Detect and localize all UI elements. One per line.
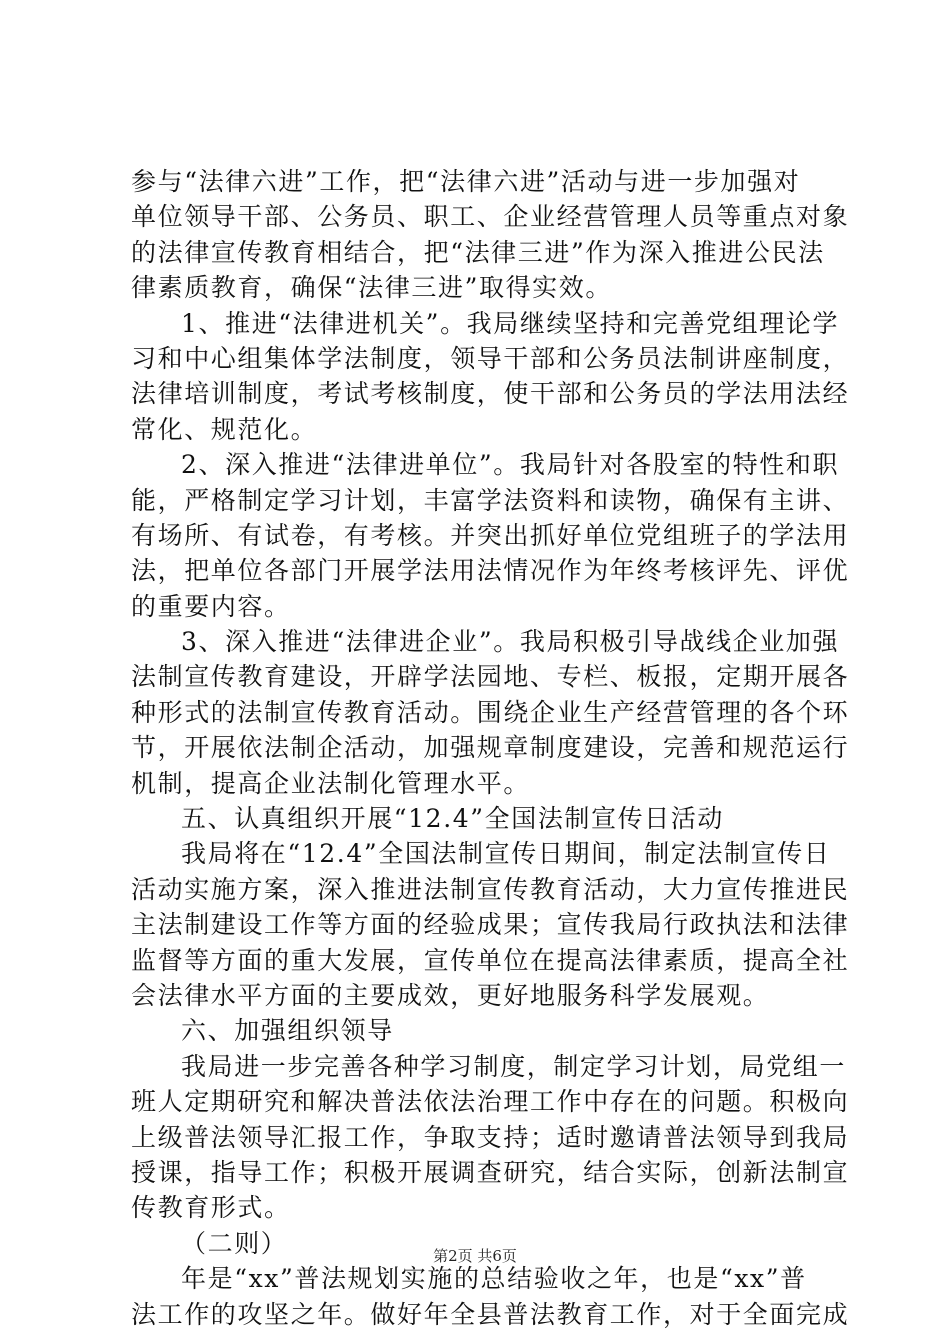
text-line: 习和中心组集体学法制度，领导干部和公务员法制讲座制度， [131, 343, 850, 373]
text-line: 的法律宣传教育相结合，把“法律三进”作为深入推进公民法 [131, 237, 825, 267]
text-line: 我局进一步完善各种学习制度，制定学习计划，局党组一 [181, 1051, 847, 1081]
page-footer: 第2页 共6页 [433, 1247, 517, 1265]
text-line: 法律培训制度，考试考核制度，使干部和公务员的学法用法经 [131, 379, 850, 409]
text-line: 班人定期研究和解决普法依法治理工作中存在的问题。积极向 [131, 1087, 850, 1117]
text-line: 上级普法领导汇报工作，争取支持；适时邀请普法领导到我局 [131, 1122, 850, 1152]
document-body [131, 164, 850, 1332]
text-line: 六、加强组织领导 [181, 1016, 394, 1046]
text-line: 有场所、有试卷，有考核。并突出抓好单位党组班子的学法用 [131, 520, 850, 550]
text-line: 法工作的攻坚之年。做好年全县普法教育工作，对于全面完成 [131, 1299, 850, 1329]
text-line: 常化、规范化。 [131, 414, 318, 444]
text-line: （二则） [181, 1228, 288, 1258]
text-line: 种形式的法制宣传教育活动。围绕企业生产经营管理的各个环 [131, 697, 850, 727]
text-line: 3、深入推进“法律进企业”。我局积极引导战线企业加强 [181, 627, 840, 657]
text-line: 法，把单位各部门开展学法用法情况作为年终考核评先、评优 [131, 556, 850, 586]
text-line: 律素质教育，确保“法律三进”取得实效。 [131, 273, 612, 303]
text-line: 单位领导干部、公务员、职工、企业经营管理人员等重点对象 [131, 202, 850, 232]
text-line: 活动实施方案，深入推进法制宣传教育活动，大力宣传推进民 [131, 874, 850, 904]
text-line: 我局将在“12.4”全国法制宣传日期间，制定法制宣传日 [181, 839, 831, 869]
text-line: 能，严格制定学习计划，丰富学法资料和读物，确保有主讲、 [131, 485, 850, 515]
text-line: 授课，指导工作；积极开展调查研究，结合实际，创新法制宣 [131, 1157, 850, 1187]
text-line: 会法律水平方面的主要成效，更好地服务科学发展观。 [131, 980, 770, 1010]
text-line: 2、深入推进“法律进单位”。我局针对各股室的特性和职 [181, 450, 840, 480]
text-line: 参与“法律六进”工作，把“法律六进”活动与进一步加强对 [131, 167, 801, 196]
text-line: 年是“xx”普法规划实施的总结验收之年，也是“xx”普 [181, 1264, 807, 1294]
text-line: 传教育形式。 [131, 1193, 291, 1223]
text-line: 五、认真组织开展“12.4”全国法制宣传日活动 [181, 804, 725, 834]
text-line: 主法制建设工作等方面的经验成果；宣传我局行政执法和法律 [131, 910, 850, 940]
text-line: 监督等方面的重大发展，宣传单位在提高法律素质，提高全社 [131, 945, 850, 975]
text-line: 1、推进“法律进机关”。我局继续坚持和完善党组理论学 [181, 308, 840, 338]
text-line: 法制宣传教育建设，开辟学法园地、专栏、板报，定期开展各 [131, 662, 850, 692]
text-line: 的重要内容。 [131, 591, 291, 621]
text-line: 机制，提高企业法制化管理水平。 [131, 768, 531, 798]
text-line: 节，开展依法制企活动，加强规章制度建设，完善和规范运行 [131, 733, 850, 763]
